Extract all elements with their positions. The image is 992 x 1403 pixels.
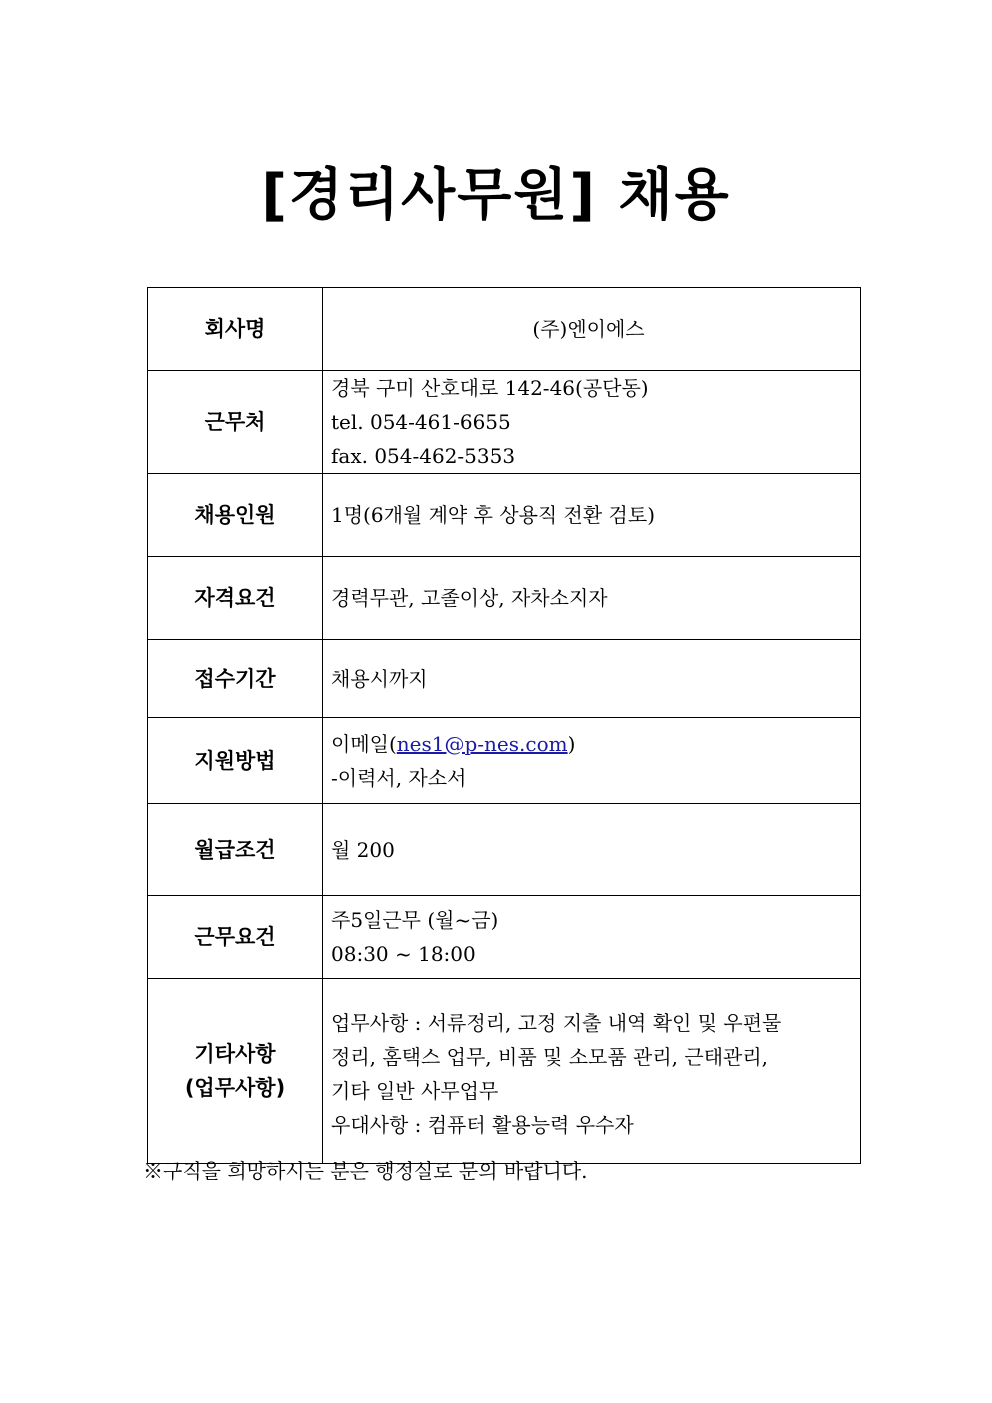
workplace-tel: tel. 054-461-6655 [331,410,511,434]
label-qualifications: 자격요건 [148,557,323,640]
duties-line3: 기타 일반 사무업무 [331,1079,499,1103]
value-company: (주)엔이에스 [323,288,861,371]
row-hiring-count [148,474,861,557]
row-workplace [148,371,861,474]
application-documents: -이력서, 자소서 [331,765,467,790]
workplace-fax: fax. 054-462-5353 [331,444,516,468]
label-application-method: 지원방법 [148,718,323,804]
email-link[interactable]: nes1@p-nes.com [396,731,568,756]
row-company [148,288,861,371]
value-application-method [323,718,861,804]
value-application-period: 채용시까지 [323,640,861,718]
duties-line1: 업무사항 : 서류정리, 고정 지출 내역 확인 및 우편물 [331,1011,782,1035]
row-other [148,979,861,1164]
value-hiring-count: 1명(6개월 계약 후 상용직 전환 검토) [323,474,861,557]
application-email-line [331,727,854,761]
value-workplace [323,371,861,474]
label-company: 회사명 [148,288,323,371]
label-work-conditions: 근무요건 [148,896,323,979]
email-prefix: 이메일( [331,731,397,756]
duties-line2: 정리, 홈택스 업무, 비품 및 소모품 관리, 근태관리, [331,1045,769,1069]
email-suffix: ) [567,731,576,756]
row-qualifications [148,557,861,640]
label-hiring-count: 채용인원 [148,474,323,557]
footnote: ※구직을 희망하시는 분은 행정실로 문의 바랍니다. [143,1159,588,1183]
value-work-conditions [323,896,861,979]
row-work-conditions [148,896,861,979]
row-application-period [148,640,861,718]
workplace-address: 경북 구미 산호대로 142-46(공단동) [331,376,649,400]
label-other-line1: 기타사항 [194,1042,276,1066]
preference: 우대사항 : 컴퓨터 활용능력 우수자 [331,1113,634,1137]
value-salary: 월 200 [323,804,861,896]
label-workplace: 근무처 [148,371,323,474]
value-qualifications: 경력무관, 고졸이상, 자차소지자 [323,557,861,640]
label-other-line2: (업무사항) [184,1076,286,1100]
label-salary: 월급조건 [148,804,323,896]
job-posting-table [147,287,861,1164]
row-application-method [148,718,861,804]
value-other [323,979,861,1164]
work-hours: 08:30 ~ 18:00 [331,942,476,966]
page-title: [경리사무원] 채용 [261,163,731,228]
label-application-period: 접수기간 [148,640,323,718]
label-other [148,979,323,1164]
work-days: 주5일근무 (월~금) [331,908,499,932]
row-salary [148,804,861,896]
